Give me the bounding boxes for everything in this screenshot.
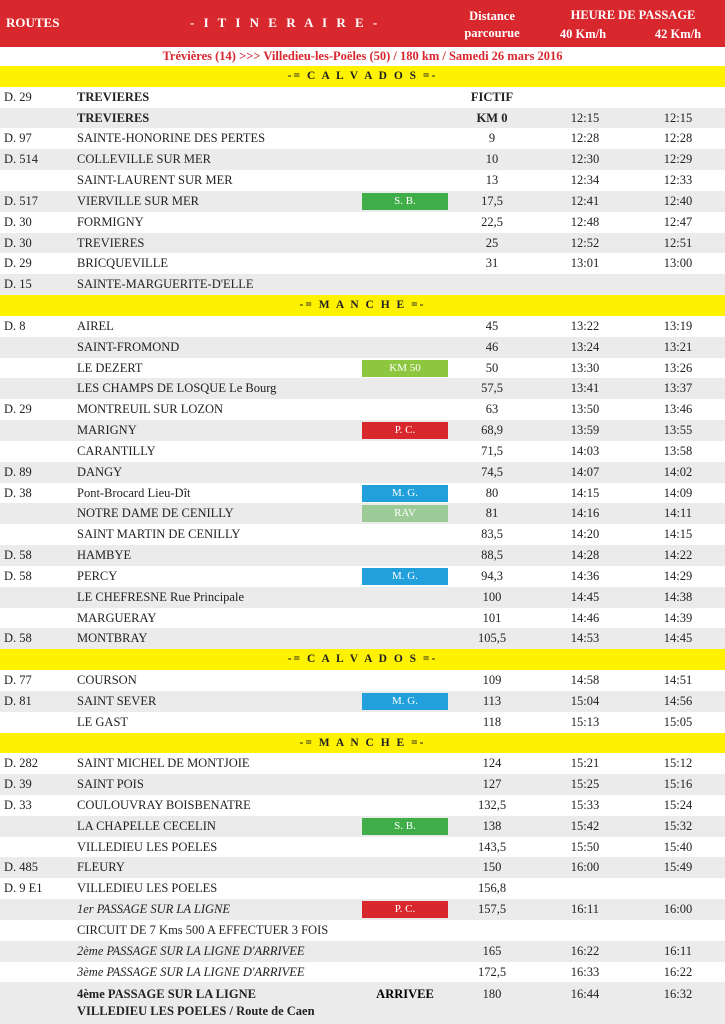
place-name: SAINT-LAURENT SUR MER — [77, 173, 233, 188]
distance-value: 81 — [485, 506, 499, 521]
route-code: D. 81 — [4, 693, 32, 708]
time-40kmh: 16:22 — [570, 943, 600, 958]
distance-value: 180 — [482, 987, 502, 1002]
time-40kmh: 12:28 — [570, 131, 600, 146]
checkpoint-badge: ARRIVEE — [376, 987, 434, 1002]
place-name: CARANTILLY — [77, 443, 156, 458]
distance-value: 10 — [485, 152, 499, 167]
distance-value: 63 — [485, 402, 499, 417]
distance-value: 132,5 — [477, 797, 507, 812]
table-row — [0, 545, 725, 566]
route-code: D. 30 — [4, 214, 32, 229]
place-name: VIERVILLE SUR MER — [77, 193, 199, 208]
checkpoint-badge: S. B. — [362, 193, 448, 210]
route-code: D. 58 — [4, 568, 32, 583]
distance-value: 74,5 — [481, 464, 503, 479]
region-section-header: -= C A L V A D O S =- — [0, 66, 725, 87]
route-code: D. 77 — [4, 673, 32, 688]
place-name: SAINT SEVER — [77, 693, 157, 708]
distance-value: 118 — [482, 714, 502, 729]
time-40kmh: 12:48 — [570, 214, 600, 229]
time-42kmh: 13:58 — [663, 443, 693, 458]
time-40kmh: 14:45 — [570, 589, 600, 604]
route-code: D. 517 — [4, 193, 39, 208]
time-40kmh: 13:30 — [570, 360, 600, 375]
checkpoint-badge: P. C. — [362, 901, 448, 918]
route-code: D. 514 — [4, 152, 39, 167]
table-row — [0, 628, 725, 649]
distance-value: 157,5 — [477, 902, 507, 917]
table-row — [0, 670, 725, 691]
place-name: LE CHEFRESNE Rue Principale — [77, 589, 244, 604]
time-42kmh: 15:05 — [663, 714, 693, 729]
place-name: 2ème PASSAGE SUR LA LIGNE D'ARRIVEE — [77, 943, 305, 958]
route-code: D. 30 — [4, 235, 32, 250]
table-row — [0, 691, 725, 712]
time-40kmh: 13:50 — [570, 402, 600, 417]
time-40kmh: 12:41 — [570, 193, 600, 208]
place-name: SAINT MICHEL DE MONTJOIE — [77, 756, 250, 771]
time-42kmh: 14:15 — [663, 527, 693, 542]
route-code: D. 485 — [4, 860, 39, 875]
distance-value: 113 — [482, 693, 502, 708]
place-name: DANGY — [77, 464, 123, 479]
table-row — [0, 962, 725, 983]
time-42kmh: 12:51 — [663, 235, 693, 250]
route-code: D. 29 — [4, 256, 32, 271]
route-code: D. 38 — [4, 485, 32, 500]
checkpoint-badge: M. G. — [362, 568, 448, 585]
route-code: D. 39 — [4, 777, 32, 792]
distance-header-line1: Distance — [469, 9, 515, 23]
time-40kmh: 14:16 — [570, 506, 600, 521]
route-code: D. 8 — [4, 318, 26, 333]
table-row — [0, 982, 725, 1024]
place-name: LA CHAPELLE CECELIN — [77, 818, 216, 833]
time-40kmh: 16:44 — [570, 987, 600, 1002]
table-row — [0, 212, 725, 233]
distance-value: 150 — [482, 860, 502, 875]
distance-value: 68,9 — [481, 423, 503, 438]
checkpoint-badge: P. C. — [362, 422, 448, 439]
route-code: D. 58 — [4, 631, 32, 646]
table-row — [0, 899, 725, 920]
time-40kmh: 12:15 — [570, 110, 600, 125]
route-code: D. 282 — [4, 756, 39, 771]
distance-value: KM 0 — [476, 110, 508, 125]
region-section-header: -= M A N C H E =- — [0, 733, 725, 754]
place-name — [77, 986, 315, 1020]
place-name: Pont-Brocard Lieu-Dît — [77, 485, 191, 500]
place-name: BRICQUEVILLE — [77, 256, 168, 271]
time-40kmh: 15:33 — [570, 797, 600, 812]
place-name: FORMIGNY — [77, 214, 144, 229]
distance-value: 105,5 — [477, 631, 507, 646]
table-row — [0, 816, 725, 837]
time-40kmh: 14:07 — [570, 464, 600, 479]
time-42kmh: 13:19 — [663, 318, 693, 333]
speed-42-header: 42 Km/h — [654, 27, 702, 41]
table-row — [0, 253, 725, 274]
distance-header — [452, 8, 532, 42]
checkpoint-badge: M. G. — [362, 485, 448, 502]
time-42kmh: 12:40 — [663, 193, 693, 208]
time-42kmh: 15:24 — [663, 797, 693, 812]
distance-value: 17,5 — [481, 193, 503, 208]
time-42kmh: 14:56 — [663, 693, 693, 708]
time-40kmh: 12:30 — [570, 152, 600, 167]
distance-value: 101 — [482, 610, 502, 625]
distance-value: 25 — [485, 235, 499, 250]
place-name: HAMBYE — [77, 548, 132, 563]
place-name: VILLEDIEU LES POELES — [77, 881, 218, 896]
place-name: 3ème PASSAGE SUR LA LIGNE D'ARRIVEE — [77, 964, 305, 979]
distance-value: 9 — [488, 131, 496, 146]
checkpoint-badge: S. B. — [362, 818, 448, 835]
place-name: LES CHAMPS DE LOSQUE Le Bourg — [77, 381, 277, 396]
itinerary-header: - I T I N E R A I R E - — [190, 15, 381, 30]
distance-value: 127 — [482, 777, 502, 792]
time-40kmh: 14:03 — [570, 443, 600, 458]
route-code: D. 33 — [4, 797, 32, 812]
time-40kmh: 13:59 — [570, 423, 600, 438]
time-42kmh: 14:29 — [663, 568, 693, 583]
time-40kmh: 14:28 — [570, 548, 600, 563]
table-row — [0, 378, 725, 399]
distance-value: 156,8 — [477, 881, 507, 896]
time-42kmh: 14:39 — [663, 610, 693, 625]
time-42kmh: 14:11 — [663, 506, 692, 521]
time-42kmh: 15:32 — [663, 818, 693, 833]
place-name: TREVIERES — [77, 110, 150, 125]
table-row — [0, 191, 725, 212]
place-name: PERCY — [77, 568, 118, 583]
time-40kmh: 15:13 — [570, 714, 600, 729]
table-row — [0, 795, 725, 816]
distance-value: 94,3 — [481, 568, 503, 583]
time-42kmh: 12:28 — [663, 131, 693, 146]
table-row — [0, 920, 725, 941]
time-42kmh: 12:33 — [663, 173, 693, 188]
table-row — [0, 128, 725, 149]
place-name: 1er PASSAGE SUR LA LIGNE — [77, 902, 231, 917]
time-42kmh: 13:26 — [663, 360, 693, 375]
place-name: SAINTE-MARGUERITE-D'ELLE — [77, 277, 254, 292]
time-40kmh: 13:22 — [570, 318, 600, 333]
time-42kmh: 13:37 — [663, 381, 693, 396]
distance-value: 22,5 — [481, 214, 503, 229]
race-subtitle: Trévières (14) >>> Villedieu-les-Poëles (50) / 180 km / Samedi 26 mars 2016 — [0, 47, 725, 66]
distance-value: 80 — [485, 485, 499, 500]
table-row — [0, 274, 725, 295]
route-code: D. 15 — [4, 277, 32, 292]
table-row — [0, 524, 725, 545]
distance-value: 57,5 — [481, 381, 503, 396]
itinerary-table — [0, 66, 725, 1024]
place-name: VILLEDIEU LES POELES — [77, 839, 218, 854]
table-row — [0, 149, 725, 170]
place-name: TREVIERES — [77, 89, 150, 104]
table-row — [0, 233, 725, 254]
place-name: MARGUERAY — [77, 610, 157, 625]
place-name: COURSON — [77, 673, 137, 688]
distance-value: 100 — [482, 589, 502, 604]
time-42kmh: 15:49 — [663, 860, 693, 875]
time-40kmh: 13:01 — [570, 256, 600, 271]
time-42kmh: 15:16 — [663, 777, 693, 792]
time-40kmh: 13:24 — [570, 339, 600, 354]
region-section-header: -= C A L V A D O S =- — [0, 649, 725, 670]
time-42kmh: 12:15 — [663, 110, 693, 125]
distance-value: 31 — [485, 256, 499, 271]
table-row — [0, 878, 725, 899]
time-42kmh: 15:40 — [663, 839, 693, 854]
time-40kmh: 14:15 — [570, 485, 600, 500]
time-42kmh: 13:21 — [663, 339, 693, 354]
distance-value: 13 — [485, 173, 499, 188]
time-42kmh: 13:46 — [663, 402, 693, 417]
distance-value: 83,5 — [481, 527, 503, 542]
place-name: SAINT-FROMOND — [77, 339, 180, 354]
route-code: D. 29 — [4, 89, 32, 104]
checkpoint-badge: KM 50 — [362, 360, 448, 377]
region-section-header: -= M A N C H E =- — [0, 295, 725, 316]
table-row — [0, 774, 725, 795]
routes-header: ROUTES — [6, 15, 60, 30]
table-row — [0, 712, 725, 733]
distance-value: 165 — [482, 943, 502, 958]
time-40kmh: 15:50 — [570, 839, 600, 854]
checkpoint-badge: RAV — [362, 505, 448, 522]
distance-value: 143,5 — [477, 839, 507, 854]
place-name: SAINT MARTIN DE CENILLY — [77, 527, 241, 542]
route-code: D. 29 — [4, 402, 32, 417]
time-42kmh: 12:47 — [663, 214, 693, 229]
time-40kmh: 15:42 — [570, 818, 600, 833]
distance-header-line2: parcourue — [464, 26, 520, 40]
table-row — [0, 857, 725, 878]
table-row — [0, 503, 725, 524]
place-name-line1: 4ème PASSAGE SUR LA LIGNE — [77, 987, 256, 1002]
time-40kmh: 14:36 — [570, 568, 600, 583]
table-header — [0, 0, 725, 47]
table-row — [0, 399, 725, 420]
route-code: D. 9 E1 — [4, 881, 43, 896]
time-42kmh: 16:00 — [663, 902, 693, 917]
table-row — [0, 170, 725, 191]
table-row — [0, 837, 725, 858]
route-code: D. 97 — [4, 131, 32, 146]
table-row — [0, 483, 725, 504]
time-42kmh: 14:22 — [663, 548, 693, 563]
table-row — [0, 462, 725, 483]
table-row — [0, 587, 725, 608]
time-40kmh: 14:58 — [570, 673, 600, 688]
distance-value: 109 — [482, 673, 502, 688]
distance-value: 71,5 — [481, 443, 503, 458]
time-42kmh: 16:22 — [663, 964, 693, 979]
time-40kmh: 15:25 — [570, 777, 600, 792]
place-name: MARIGNY — [77, 423, 137, 438]
time-40kmh: 14:20 — [570, 527, 600, 542]
time-42kmh: 14:09 — [663, 485, 693, 500]
distance-value: 172,5 — [477, 964, 507, 979]
distance-value: 45 — [485, 318, 499, 333]
time-40kmh: 12:52 — [570, 235, 600, 250]
table-row — [0, 608, 725, 629]
time-42kmh: 16:11 — [663, 943, 692, 958]
time-42kmh: 13:00 — [663, 256, 693, 271]
place-name: FLEURY — [77, 860, 125, 875]
distance-value: 124 — [482, 756, 502, 771]
place-name: SAINT POIS — [77, 777, 144, 792]
place-name: AIREL — [77, 318, 114, 333]
distance-value: 46 — [485, 339, 499, 354]
time-42kmh: 14:38 — [663, 589, 693, 604]
time-40kmh: 15:21 — [570, 756, 600, 771]
place-name: MONTBRAY — [77, 631, 148, 646]
time-42kmh: 16:32 — [663, 987, 693, 1002]
table-row — [0, 87, 725, 108]
distance-value: 50 — [485, 360, 499, 375]
place-name: SAINTE-HONORINE DES PERTES — [77, 131, 266, 146]
time-40kmh: 12:34 — [570, 173, 600, 188]
time-40kmh: 14:46 — [570, 610, 600, 625]
table-row — [0, 753, 725, 774]
place-name: CIRCUIT DE 7 Kms 500 A EFFECTUER 3 FOIS — [77, 922, 329, 937]
table-row — [0, 108, 725, 129]
time-40kmh: 14:53 — [570, 631, 600, 646]
time-42kmh: 12:29 — [663, 152, 693, 167]
place-name-line2: VILLEDIEU LES POELES / Route de Caen — [77, 1004, 315, 1019]
place-name: MONTREUIL SUR LOZON — [77, 402, 224, 417]
speed-40-header: 40 Km/h — [559, 27, 607, 41]
route-code: D. 58 — [4, 548, 32, 563]
table-row — [0, 358, 725, 379]
distance-value: FICTIF — [470, 89, 514, 104]
table-row — [0, 337, 725, 358]
time-42kmh: 14:51 — [663, 673, 693, 688]
place-name: NOTRE DAME DE CENILLY — [77, 506, 234, 521]
time-42kmh: 14:02 — [663, 464, 693, 479]
time-42kmh: 14:45 — [663, 631, 693, 646]
place-name: COLLEVILLE SUR MER — [77, 152, 212, 167]
time-40kmh: 16:33 — [570, 964, 600, 979]
distance-value: 138 — [482, 818, 502, 833]
place-name: LE DEZERT — [77, 360, 143, 375]
table-row — [0, 316, 725, 337]
table-row — [0, 420, 725, 441]
table-row — [0, 566, 725, 587]
checkpoint-badge: M. G. — [362, 693, 448, 710]
time-40kmh: 16:00 — [570, 860, 600, 875]
place-name: LE GAST — [77, 714, 129, 729]
table-row — [0, 941, 725, 962]
time-42kmh: 13:55 — [663, 423, 693, 438]
table-row — [0, 441, 725, 462]
place-name: TREVIERES — [77, 235, 145, 250]
distance-value: 88,5 — [481, 548, 503, 563]
time-40kmh: 16:11 — [570, 902, 599, 917]
passage-time-header: HEURE DE PASSAGE — [570, 8, 696, 22]
time-40kmh: 15:04 — [570, 693, 600, 708]
place-name: COULOUVRAY BOISBENATRE — [77, 797, 251, 812]
route-code: D. 89 — [4, 464, 32, 479]
time-42kmh: 15:12 — [663, 756, 693, 771]
time-40kmh: 13:41 — [570, 381, 600, 396]
